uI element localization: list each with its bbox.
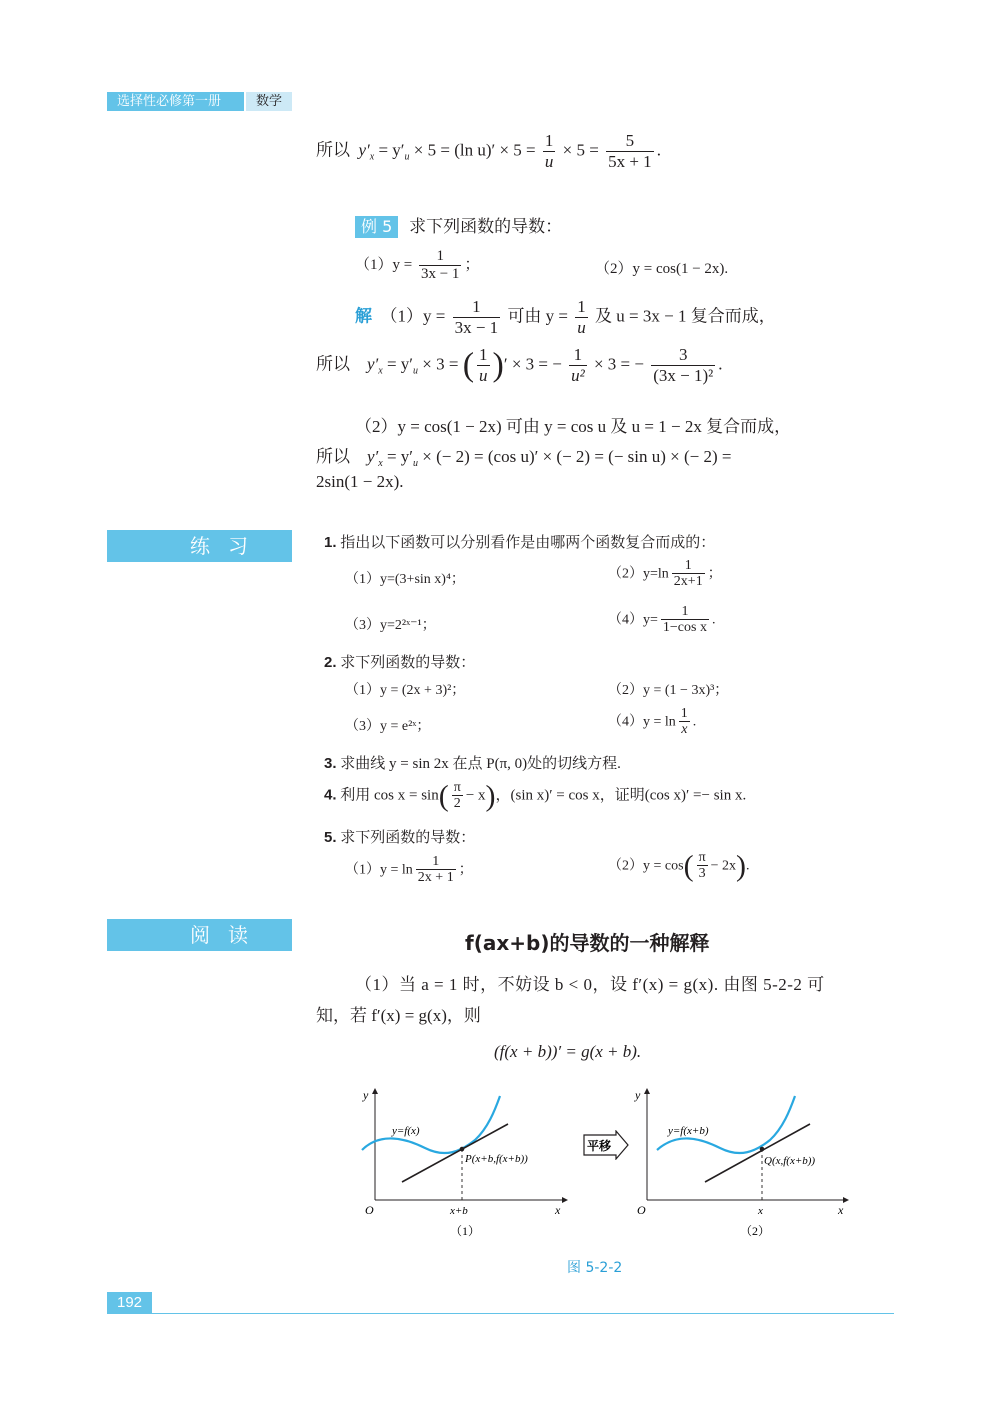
example-header — [355, 212, 562, 238]
practice-band: 练习 — [107, 530, 292, 562]
fig2-point-label: Q(x,f(x+b)) — [764, 1155, 816, 1167]
top-lead: 所以 — [316, 140, 350, 160]
fig1-sub-label: （1） — [450, 1224, 481, 1238]
page-number: 192 — [107, 1292, 152, 1314]
fig1-x-label: x — [555, 1203, 561, 1217]
fig2-tick-label: x — [758, 1205, 763, 1217]
fig1-y-label: y — [363, 1088, 369, 1102]
example-prompt: 求下列函数的导数： — [409, 217, 563, 237]
book-title-band: 选择性必修第一册 — [107, 92, 244, 111]
practice-3: 3. 求曲线 y = sin 2x 在点 P(π, 0)处的切线方程. — [324, 755, 621, 772]
practice-1-2: （2）y=ln $\frac{1}{2x+1}$ ； — [608, 558, 722, 590]
fig2-curve-label: y=f(x+b) — [668, 1125, 709, 1137]
reading-title: f(ax+b)的导数的一种解释 — [465, 931, 710, 955]
fig1-point-label: P(x+b,f(x+b)) — [465, 1153, 528, 1165]
reading-formula: (f(x + b))′ = g(x + b). — [494, 1042, 642, 1061]
practice-5: 5. 求下列函数的导数： — [324, 829, 476, 846]
practice-2-4: （4）y = ln $\frac{1}{x}$ . — [608, 706, 697, 738]
reading-band: 阅读 — [107, 919, 292, 951]
solution-part2: （2）y = cos(1 − 2x) 可由 y = cos u 及 u = 1 − 2x 复合而成， — [355, 417, 792, 436]
figure-caption: 图 5-2-2 — [567, 1260, 623, 1276]
fig2-sub-label: （2） — [740, 1224, 771, 1238]
practice-5-2: （2）y = cos( $\frac{\pi}{3}$ − 2x). — [608, 849, 750, 883]
practice-1-4: （4）y= $\frac{1}{\text{1−cos x}}$ . — [608, 604, 716, 636]
solution-part1: 解 （1）y = $\frac{1}{3x - 1}$ 可由 y = $\frac{1}{u}$ 及 u = 3x − 1 复合而成， — [355, 297, 776, 337]
shift-arrow-icon — [582, 1130, 630, 1160]
figure-1 — [350, 1082, 570, 1242]
practice-2: 2. 求下列函数的导数： — [324, 654, 476, 671]
practice-2-1: （1）y = (2x + 3)²； — [345, 683, 466, 698]
example-label: 例 5 — [355, 216, 398, 238]
fig2-x-label: x — [838, 1203, 844, 1217]
fig1-curve-label: y=f(x) — [392, 1125, 420, 1137]
practice-1: 1. 指出以下函数可以分别看作是由哪两个函数复合而成的： — [324, 534, 716, 551]
solution-part2-derivation: 所以 $y'_x = y'_u$ × (− 2) = (cos u)′ × (− 2) = (− sin u) × (− 2) = — [316, 447, 732, 469]
example-q2: （2）y = cos(1 − 2x). — [595, 261, 729, 277]
subject-band: 数学 — [246, 92, 292, 111]
fig2-y-label: y — [635, 1088, 641, 1102]
practice-1-1: （1）y=(3+sin x)⁴； — [345, 572, 465, 587]
practice-2-3: （3）y = e²ˣ； — [345, 719, 431, 734]
footer-rule — [152, 1313, 894, 1314]
fig2-origin: O — [637, 1203, 646, 1217]
solution-part1-derivation: 所以 $y'_x = y'_u \times 3$ = ( $\frac{1}{u}$ )′ × 3 = − $\frac{1}{\text{u²}}$ × 3 = − $\frac{3}{\text{(3x − 1)²}}$ . — [316, 345, 723, 385]
top-equation: 所以 $y'_x = y'_u \times 5 = (\ln$ u)′ × 5 = $\frac{1}{u}$ × 5 = $\frac{5}{5x + 1}$ . — [316, 131, 661, 171]
practice-4: 4. 利用 cos x = sin( $\frac{\pi}{2}$ − x)，(sin x)′ = cos x，证明(cos x)′ =− sin x. — [324, 779, 747, 813]
practice-5-1: （1）y = ln $\frac{1}{2x + 1}$ ； — [345, 854, 473, 886]
figure-2 — [625, 1082, 855, 1242]
shift-label: 平移 — [587, 1139, 612, 1153]
fig1-tick-label: x+b — [450, 1205, 468, 1217]
example-q1: （1）y = $\frac{1}{3x - 1}$ ； — [355, 248, 480, 282]
solution-label: 解 — [355, 306, 372, 327]
practice-1-3: （3）y=2²ˣ⁻¹； — [345, 618, 436, 633]
fig1-origin: O — [365, 1203, 374, 1217]
practice-2-2: （2）y = (1 − 3x)³； — [608, 683, 729, 698]
reading-para-2: 知，若 f′(x) = g(x)，则 — [316, 1006, 481, 1025]
solution-part2-result: 2sin(1 − 2x). — [316, 472, 404, 491]
reading-para-1: （1）当 a = 1 时，不妨设 b < 0，设 f′(x) = g(x). 由图 5-2-2 可 — [355, 975, 825, 994]
